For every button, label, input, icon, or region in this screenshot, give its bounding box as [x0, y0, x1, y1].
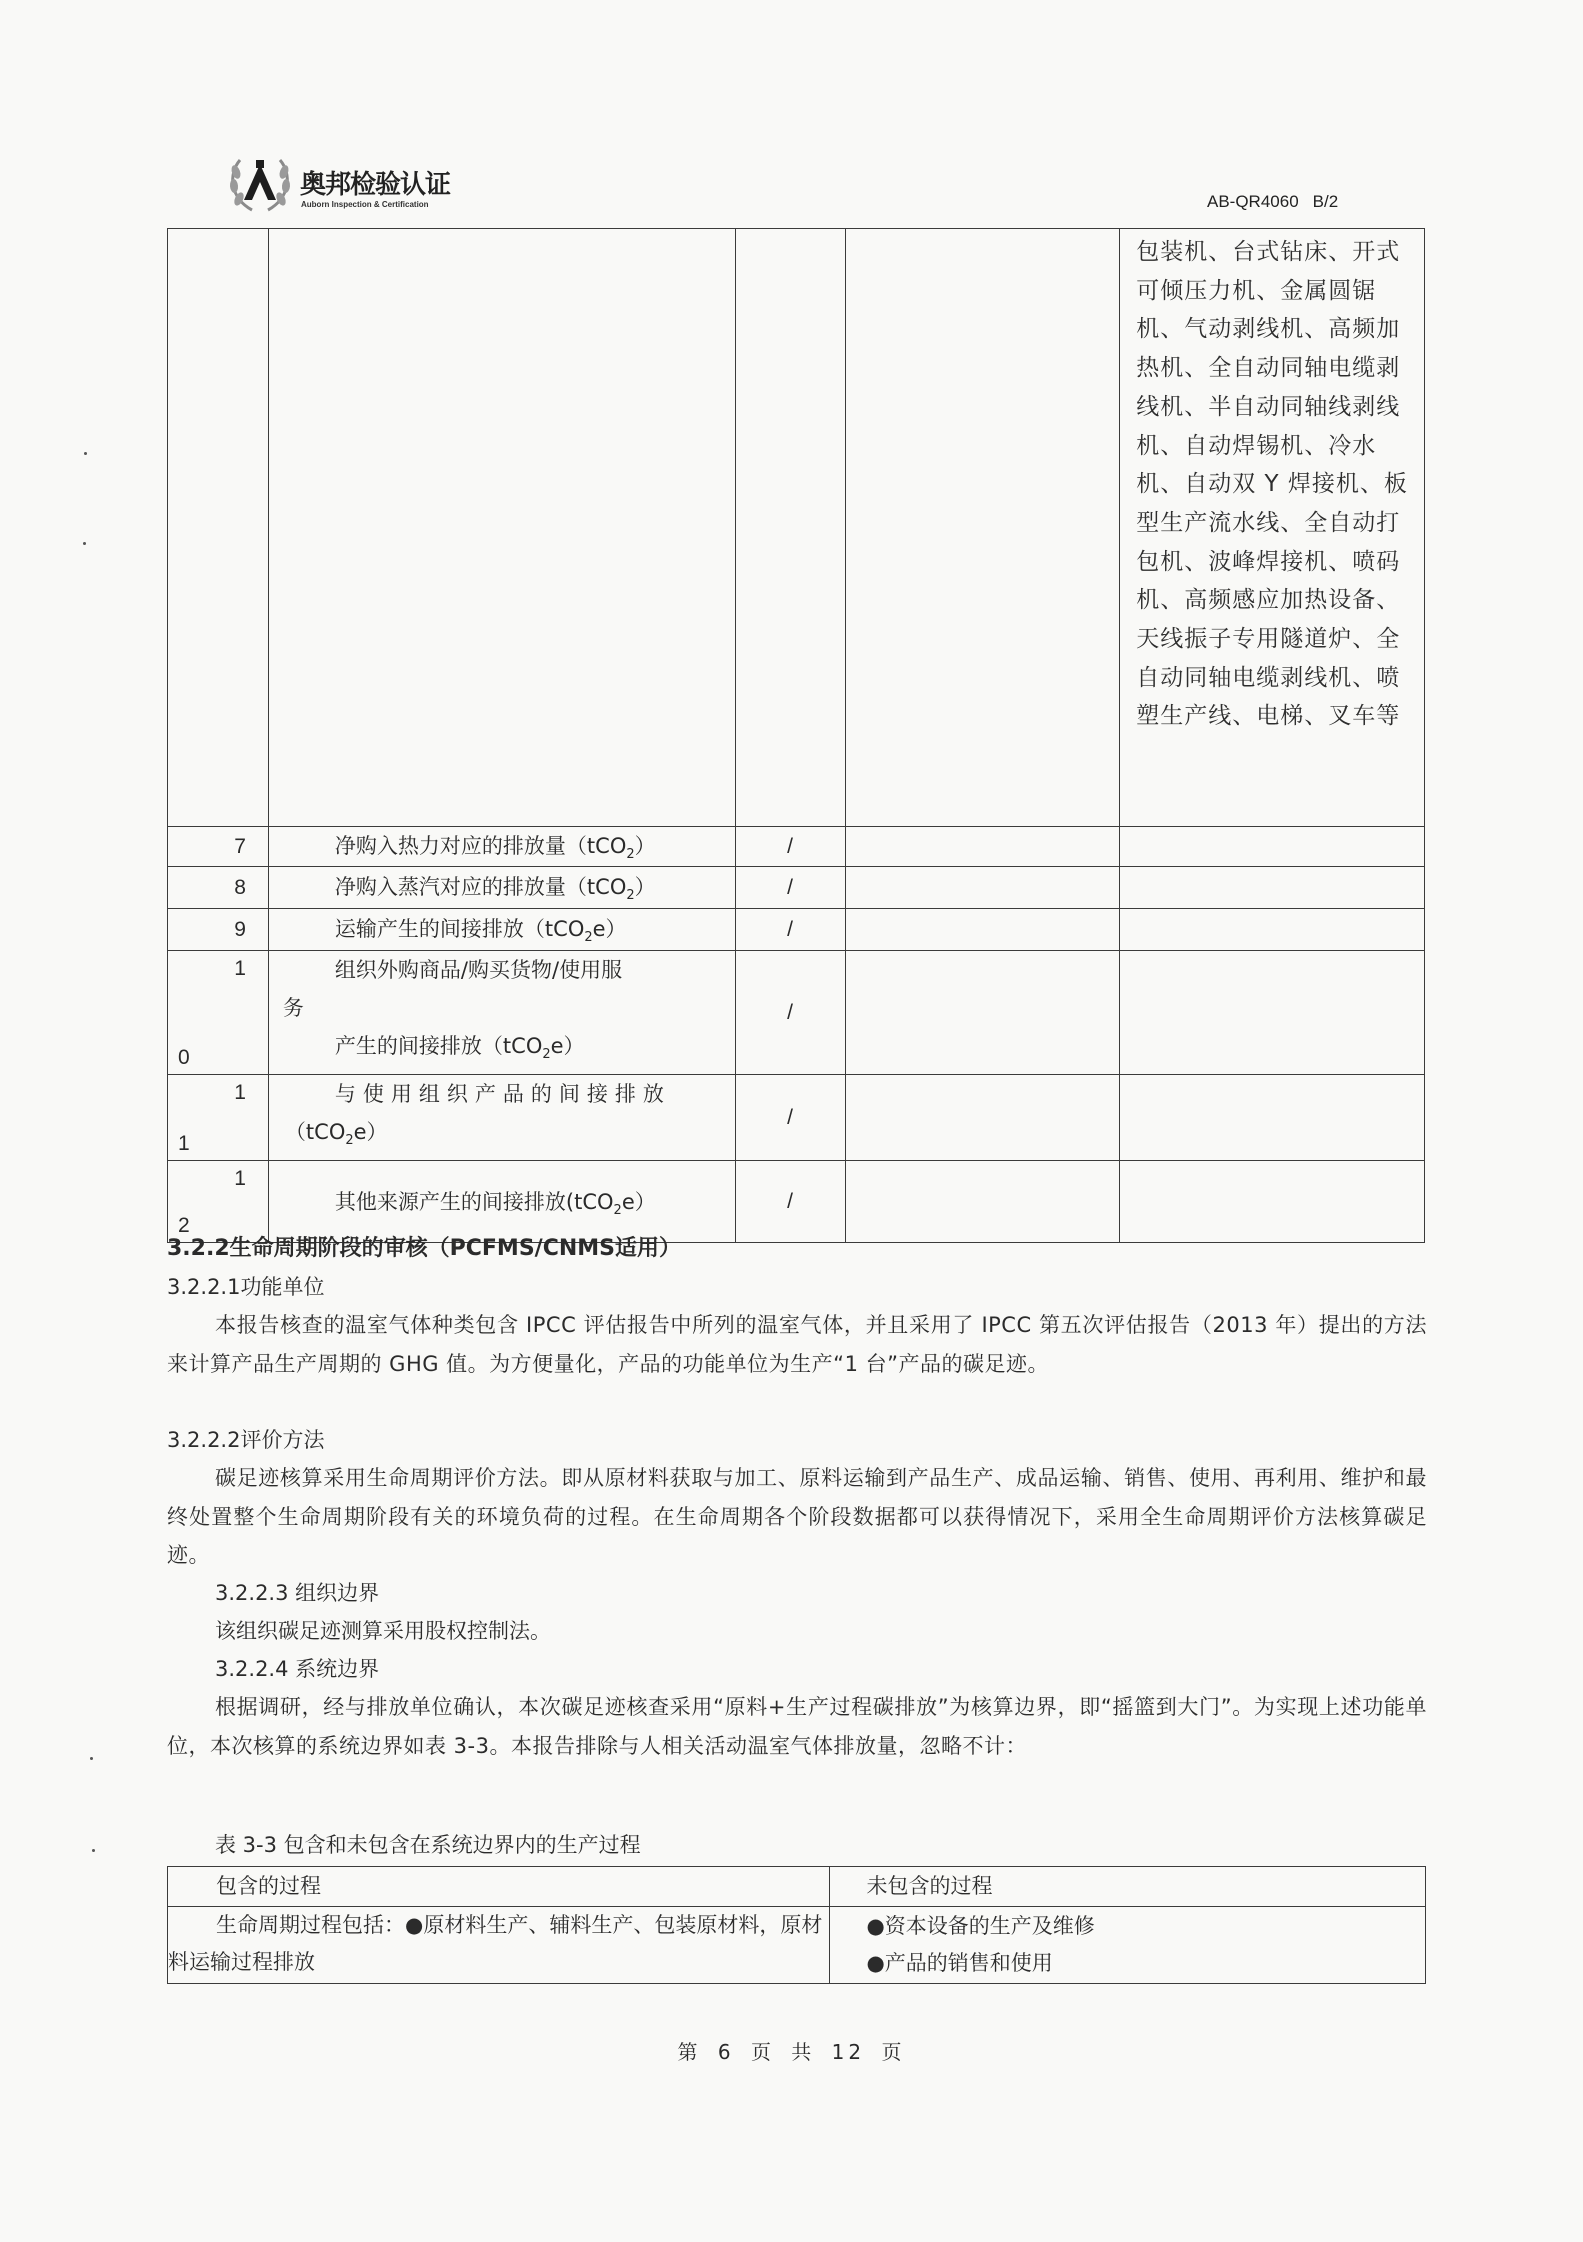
desc-text: （tCO [284, 1120, 346, 1145]
doc-revision: B/2 [1312, 192, 1339, 211]
cell-empty [1120, 1075, 1425, 1161]
row-value: / [735, 1161, 845, 1243]
table-row [168, 909, 1425, 951]
section-heading-3-2-2-3: 3.2.2.3 组织边界 [215, 1581, 380, 1605]
desc-subscript: 2 [626, 888, 635, 904]
cell-empty [845, 827, 1120, 867]
desc-subscript: 2 [542, 1047, 551, 1063]
desc-tail: e） [550, 1034, 585, 1058]
company-logo [226, 150, 466, 220]
section-heading-3-2-2-1: 3.2.2.1功能单位 [167, 1275, 325, 1299]
boundary-table [167, 1866, 1426, 1984]
row-number-part: 1 [234, 1167, 246, 1191]
logo-english-name: Auborn Inspection & Certification [301, 200, 429, 209]
row-number [168, 1075, 269, 1161]
header-excluded: 未包含的过程 [830, 1867, 1426, 1907]
logo-chinese-name: 奥邦检验认证 [300, 170, 451, 200]
row-description [268, 827, 735, 867]
cell-empty [168, 229, 269, 827]
desc-text: 产生的间接排放（tCO [334, 1034, 543, 1058]
row-number: 9 [168, 909, 269, 951]
desc-tail: ） [634, 834, 656, 859]
desc-tail: ） [634, 875, 656, 900]
desc-text: 净购入热力对应的排放量（tCO [334, 834, 627, 859]
cell-empty [845, 867, 1120, 909]
cell-empty [1120, 909, 1425, 951]
table-row [168, 1907, 1426, 1984]
row-value: / [735, 827, 845, 867]
row-value: / [735, 951, 845, 1075]
included-processes: 生命周期过程包括：●原材料生产、辅料生产、包装原材料，原材料运输过程排放 [168, 1907, 830, 1984]
laurel-emblem-icon [226, 150, 294, 218]
desc-text: 净购入蒸汽对应的排放量（tCO [334, 875, 627, 900]
row-number-part: 1 [178, 1132, 190, 1156]
table-row [168, 827, 1425, 867]
cell-empty [1120, 1161, 1425, 1243]
row-number: 7 [168, 827, 269, 867]
row-number [168, 951, 269, 1075]
page-number: 第 6 页 共 12 页 [677, 2040, 906, 2064]
excluded-item: ●产品的销售和使用 [866, 1951, 1053, 1975]
cell-empty [1120, 951, 1425, 1075]
section-heading-3-2-2: 3.2.2生命周期阶段的审核（PCFMS/CNMS适用） [167, 1236, 682, 1261]
cell-empty [845, 951, 1120, 1075]
equipment-list-cell: 包装机、台式钻床、开式可倾压力机、金属圆锯机、气动剥线机、高频加热机、全自动同轴电缆剥线机、半自动同轴线剥线机、自动焊锡机、冷水机、自动双 Y 焊接机、板型生产流水线、全自动打包机、波峰焊接机、喷码机、高频感应加热设备、天线振子专用隧道炉、全自动同轴电缆剥线机、喷塑生产线、电梯、叉车等 [1120, 229, 1425, 827]
desc-tail: e） [353, 1120, 388, 1145]
section-heading-3-2-2-2: 3.2.2.2评价方法 [167, 1428, 325, 1452]
table-row-equipment [168, 229, 1425, 827]
document-code [1207, 192, 1338, 212]
row-description [268, 951, 735, 1075]
desc-line: 组织外购商品/购买货物/使用服 [334, 958, 623, 982]
row-value: / [735, 909, 845, 951]
row-number-part: 0 [178, 1046, 190, 1070]
desc-subscript: 2 [626, 847, 635, 863]
scan-speck [90, 1757, 93, 1760]
cell-empty [845, 1075, 1120, 1161]
section-heading-3-2-2-4: 3.2.2.4 系统边界 [215, 1657, 380, 1681]
row-number-part: 1 [234, 957, 246, 980]
row-number-part: 2 [178, 1214, 190, 1238]
desc-subscript: 2 [613, 1202, 622, 1218]
table-row [168, 951, 1425, 1075]
paragraph-org-boundary: 该组织碳足迹测算采用股权控制法。 [215, 1619, 551, 1643]
desc-text: 运输产生的间接排放（tCO [334, 917, 585, 942]
cell-empty [268, 229, 735, 827]
desc-line [269, 1113, 735, 1160]
cell-empty [735, 229, 845, 827]
desc-line: 与使用组织产品的间接排放 [334, 1082, 671, 1107]
row-description [268, 867, 735, 909]
cell-empty [845, 909, 1120, 951]
cell-empty [1120, 867, 1425, 909]
scan-speck [92, 1849, 95, 1852]
row-number: 8 [168, 867, 269, 909]
row-description [268, 909, 735, 951]
emission-table [167, 228, 1425, 1243]
paragraph-evaluation-method: 碳足迹核算采用生命周期评价方法。即从原材料获取与加工、原料运输到产品生产、成品运输、销售、使用、再利用、维护和最终处置整个生命周期阶段有关的环境负荷的过程。在生命周期各个阶段数据都可以获得情况下，采用全生命周期评价方法核算碳足迹。 [167, 1466, 1427, 1567]
row-value: / [735, 867, 845, 909]
desc-text: 其他来源产生的间接排放(tCO [334, 1189, 614, 1214]
row-description [268, 1075, 735, 1161]
desc-subscript: 2 [584, 930, 593, 946]
table-header-row [168, 1867, 1426, 1907]
row-value: / [735, 1075, 845, 1161]
desc-tail: e） [592, 917, 627, 942]
excluded-processes [830, 1907, 1426, 1984]
table-caption: 表 3-3 包含和未包含在系统边界内的生产过程 [215, 1833, 641, 1857]
doc-code-number: AB-QR4060 [1207, 192, 1299, 211]
excluded-item: ●资本设备的生产及维修 [866, 1914, 1095, 1938]
desc-line: 务 [282, 996, 304, 1020]
desc-tail: e） [621, 1189, 656, 1214]
desc-line [269, 1027, 735, 1074]
row-number-part: 1 [234, 1081, 246, 1105]
desc-subscript: 2 [345, 1133, 354, 1149]
paragraph-functional-unit: 本报告核查的温室气体种类包含 IPCC 评估报告中所列的温室气体，并且采用了 IPCC 第五次评估报告（2013 年）提出的方法来计算产品生产周期的 GHG 值。为方便量化，产品的功能单位为生产“1 台”产品的碳足迹。 [167, 1313, 1427, 1376]
cell-empty [845, 229, 1120, 827]
cell-empty [1120, 827, 1425, 867]
scan-speck [83, 542, 86, 545]
cell-empty [845, 1161, 1120, 1243]
scan-speck [84, 452, 87, 455]
paragraph-system-boundary: 根据调研，经与排放单位确认，本次碳足迹核查采用“原料+生产过程碳排放”为核算边界，即“摇篮到大门”。为实现上述功能单位，本次核算的系统边界如表 3-3。本报告排除与人相关活动温室气体排放量，忽略不计： [167, 1695, 1427, 1758]
table-row [168, 1075, 1425, 1161]
header-included: 包含的过程 [168, 1867, 830, 1907]
table-row [168, 867, 1425, 909]
